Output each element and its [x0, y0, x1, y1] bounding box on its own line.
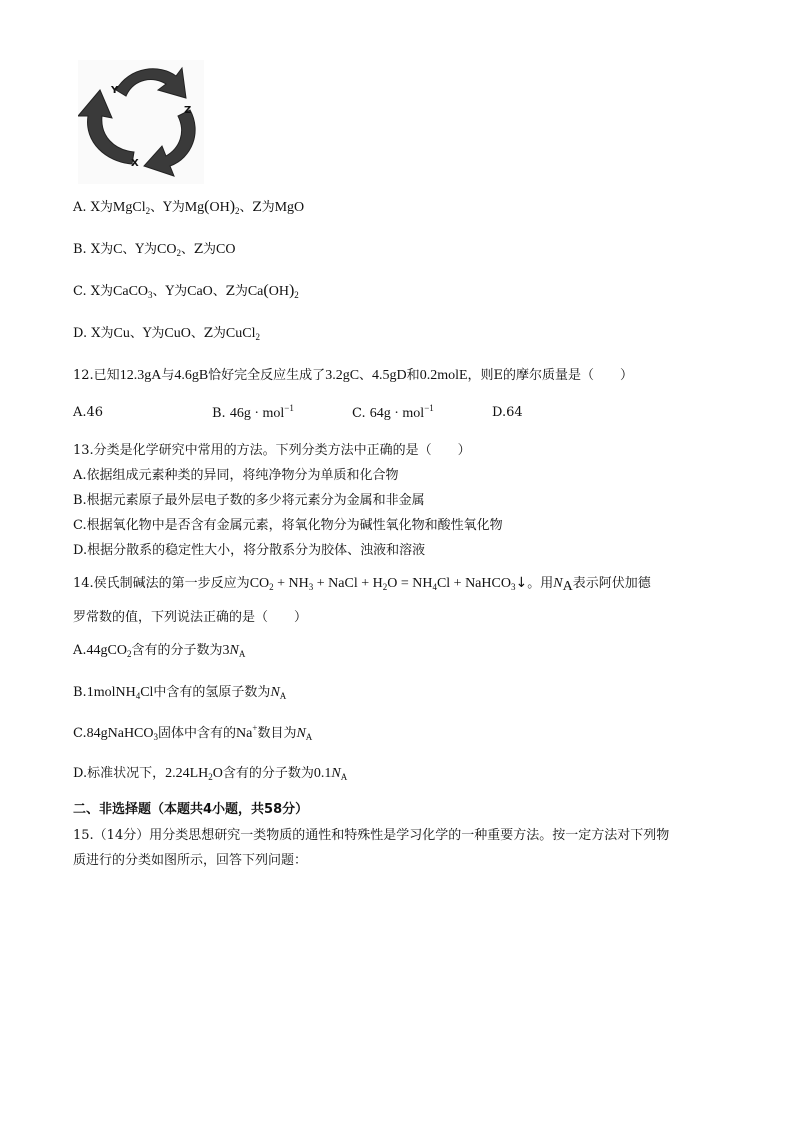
q12-stem: 12.已知12.3gA与4.6gB恰好完全反应生成了3.2gC、4.5gD和0.2molE，则E的摩尔质量是（ ）: [73, 368, 634, 383]
q15-line2: 质进行的分类如图所示，回答下列问题：: [73, 853, 308, 868]
q14-option-b: B.1molNH$_4$Cl中含有的氢原子数为$N_A$: [73, 685, 287, 701]
section-title: 二、非选择题（本题共4小题，共58分）: [73, 802, 309, 817]
q14-stem-line2: 罗常数的值，下列说法正确的是（ ）: [73, 610, 308, 625]
q13-option-a: A.依据组成元素种类的异同，将纯净物分为单质和化合物: [73, 468, 399, 483]
q11-option-d: D. X为Cu、Y为CuO、Z为CuCl$_2$: [73, 326, 260, 342]
q11-option-b: B. X为C、Y为$CO_2$、Z为CO: [73, 242, 236, 258]
q13-option-d: D.根据分散系的稳定性大小，将分散系分为胶体、浊液和溶液: [73, 543, 426, 558]
q12-option-b: B. 46g · mol$^{-1}$: [212, 403, 294, 421]
cycle-diagram: [78, 60, 204, 184]
q12-option-a: A.46: [73, 405, 104, 420]
q14-stem-line1: 14.侯氏制碱法的第一步反应为$CO_2 + NH_3$ + NaCl + $H_2O = NH_4Cl$ + NaHCO$_3$↓。用$N_A$表示阿伏加德: [73, 575, 651, 594]
label-z: Z: [184, 105, 192, 116]
q14-equation: $CO_2 + NH_3$ + NaCl + $H_2O = NH_4Cl$ + NaHCO$_3$↓: [249, 575, 528, 592]
label-x: X: [131, 158, 139, 169]
label-y: Y: [111, 85, 119, 96]
q13-option-c: C.根据氧化物中是否含有金属元素，将氧化物分为碱性氧化物和酸性氧化物: [73, 518, 503, 533]
q14-option-d: D.标准状况下，$2.24LH_2O$含有的分子数为$0.1N_A$: [73, 766, 348, 782]
q13-option-b: B.根据元素原子最外层电子数的多少将元素分为金属和非金属: [73, 493, 425, 508]
q13-stem: 13.分类是化学研究中常用的方法。下列分类方法中正确的是（ ）: [73, 443, 471, 458]
q14-option-c: C.84gNaHCO$_3$固体中含有的Na+数目为$N_A$: [73, 723, 313, 742]
q12-option-c: C. 64g · mol$^{-1}$: [352, 403, 434, 421]
q11-option-a: A. X为MgCl$_2$、Y为$Mg(OH)_2$、Z为MgO: [73, 198, 305, 216]
q15-line1: 15.（14分）用分类思想研究一类物质的通性和特殊性是学习化学的一种重要方法。按一定方法对下列物: [73, 828, 670, 843]
q14-option-a: A.44gCO$_2$含有的分子数为$3N_A$: [73, 643, 246, 659]
q12-option-d: D.64: [492, 405, 523, 420]
q11-option-c: C. X为CaCO$_3$、Y为CaO、Z为$Ca(OH)_2$: [73, 282, 299, 300]
